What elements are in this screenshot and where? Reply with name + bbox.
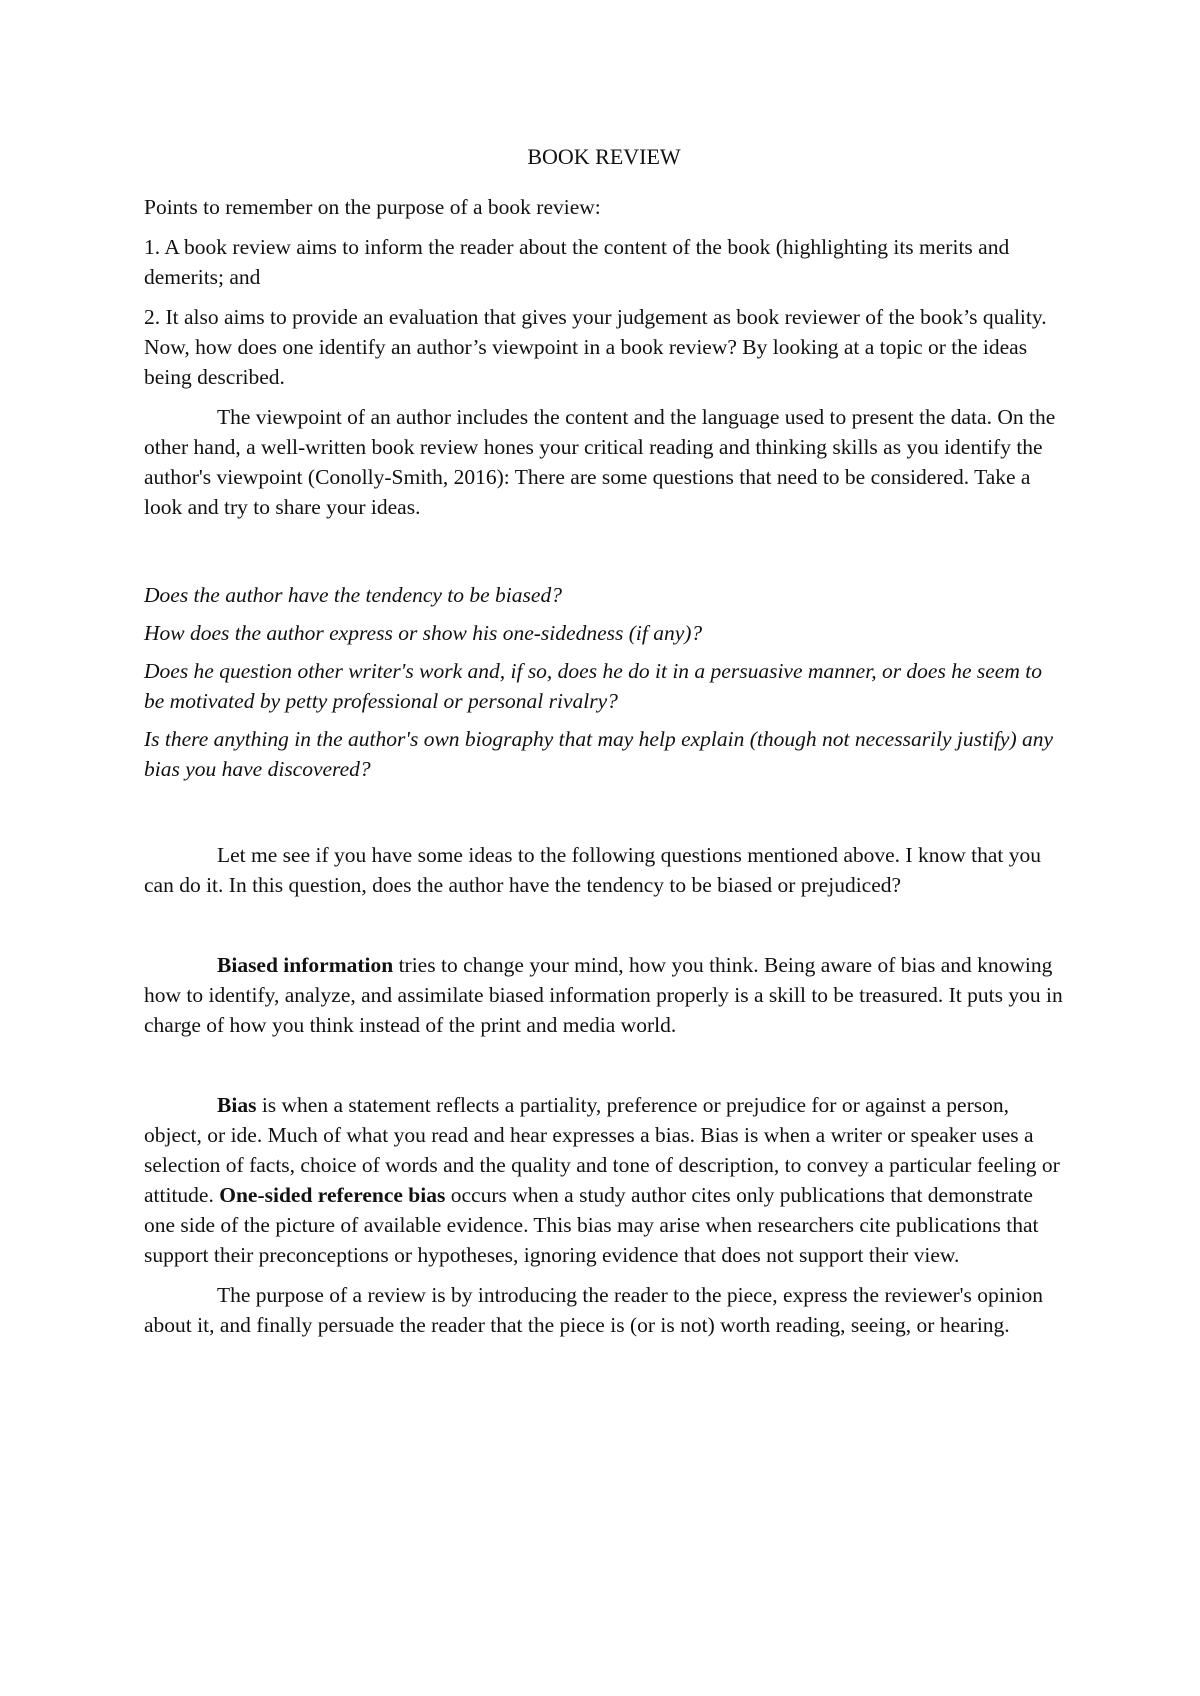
biased-information-text: tries to change your mind, how you think. Being aware of bias and knowing how to identify, analyze, and assimilate biased information properly is a skill to be treasured. It puts you in charge of how you think instead of the print and media world. xyxy=(144,953,1063,1037)
question-1: Does the author have the tendency to be biased? xyxy=(144,583,562,607)
point-1: 1. A book review aims to inform the reader about the content of the book (highlighting its merits and demerits; and xyxy=(144,235,1010,289)
ideas-paragraph: Let me see if you have some ideas to the following questions mentioned above. I know that you can do it. In this question, does the author have the tendency to be biased or prejudiced? xyxy=(144,843,1041,897)
bias-text-2: occurs when a study author cites only publications that demonstrate one side of the picture of available evidence. This bias may arise when researchers cite publications that support their preconceptions or hypotheses, ignoring evidence that does not support their view. xyxy=(144,1183,1039,1267)
bias-term: Bias xyxy=(217,1093,257,1117)
spacer xyxy=(144,532,1064,580)
bias-text-1: is when a statement reflects a partiality, preference or prejudice for or against a person, object, or ide. Much of what you read and hear expresses a bias. Bias is when a writer or speaker uses a selection of facts, choice of words and the quality and tone of description, to convey a particular feeling or attitude. xyxy=(144,1093,1060,1207)
biased-information-term: Biased information xyxy=(217,953,394,977)
one-sided-reference-bias-term: One-sided reference bias xyxy=(219,1183,446,1207)
viewpoint-paragraph: The viewpoint of an author includes the content and the language used to present the data. On the other hand, a well-written book review hones your critical reading and thinking skills as you identify the author's viewpoint (Conolly-Smith, 2016): There are some questions that need to be considered. Take a look and try to share your ideas. xyxy=(144,405,1056,519)
question-4: Is there anything in the author's own biography that may help explain (though not necessarily justify) any bias you have discovered? xyxy=(144,727,1054,781)
spacer xyxy=(144,792,1064,840)
question-2: How does the author express or show his one-sidedness (if any)? xyxy=(144,621,703,645)
spacer xyxy=(144,910,1064,950)
intro-line: Points to remember on the purpose of a book review: xyxy=(144,195,601,219)
question-3: Does he question other writer's work and, if so, does he do it in a persuasive manner, or does he seem to be motivated by petty professional or personal rivalry? xyxy=(144,659,1042,713)
spacer xyxy=(144,1050,1064,1090)
document-page xyxy=(144,142,1064,1350)
bias-paragraph xyxy=(144,1090,1064,1270)
biased-information-paragraph xyxy=(144,950,1064,1040)
document-title: BOOK REVIEW xyxy=(527,144,681,169)
purpose-paragraph: The purpose of a review is by introducing the reader to the piece, express the reviewer's opinion about it, and finally persuade the reader that the piece is (or is not) worth reading, seeing, or hearing. xyxy=(144,1283,1043,1337)
point-2: 2. It also aims to provide an evaluation that gives your judgement as book reviewer of the book’s quality. Now, how does one identify an author’s viewpoint in a book review? By looking at a topic or the ideas being described. xyxy=(144,305,1047,389)
